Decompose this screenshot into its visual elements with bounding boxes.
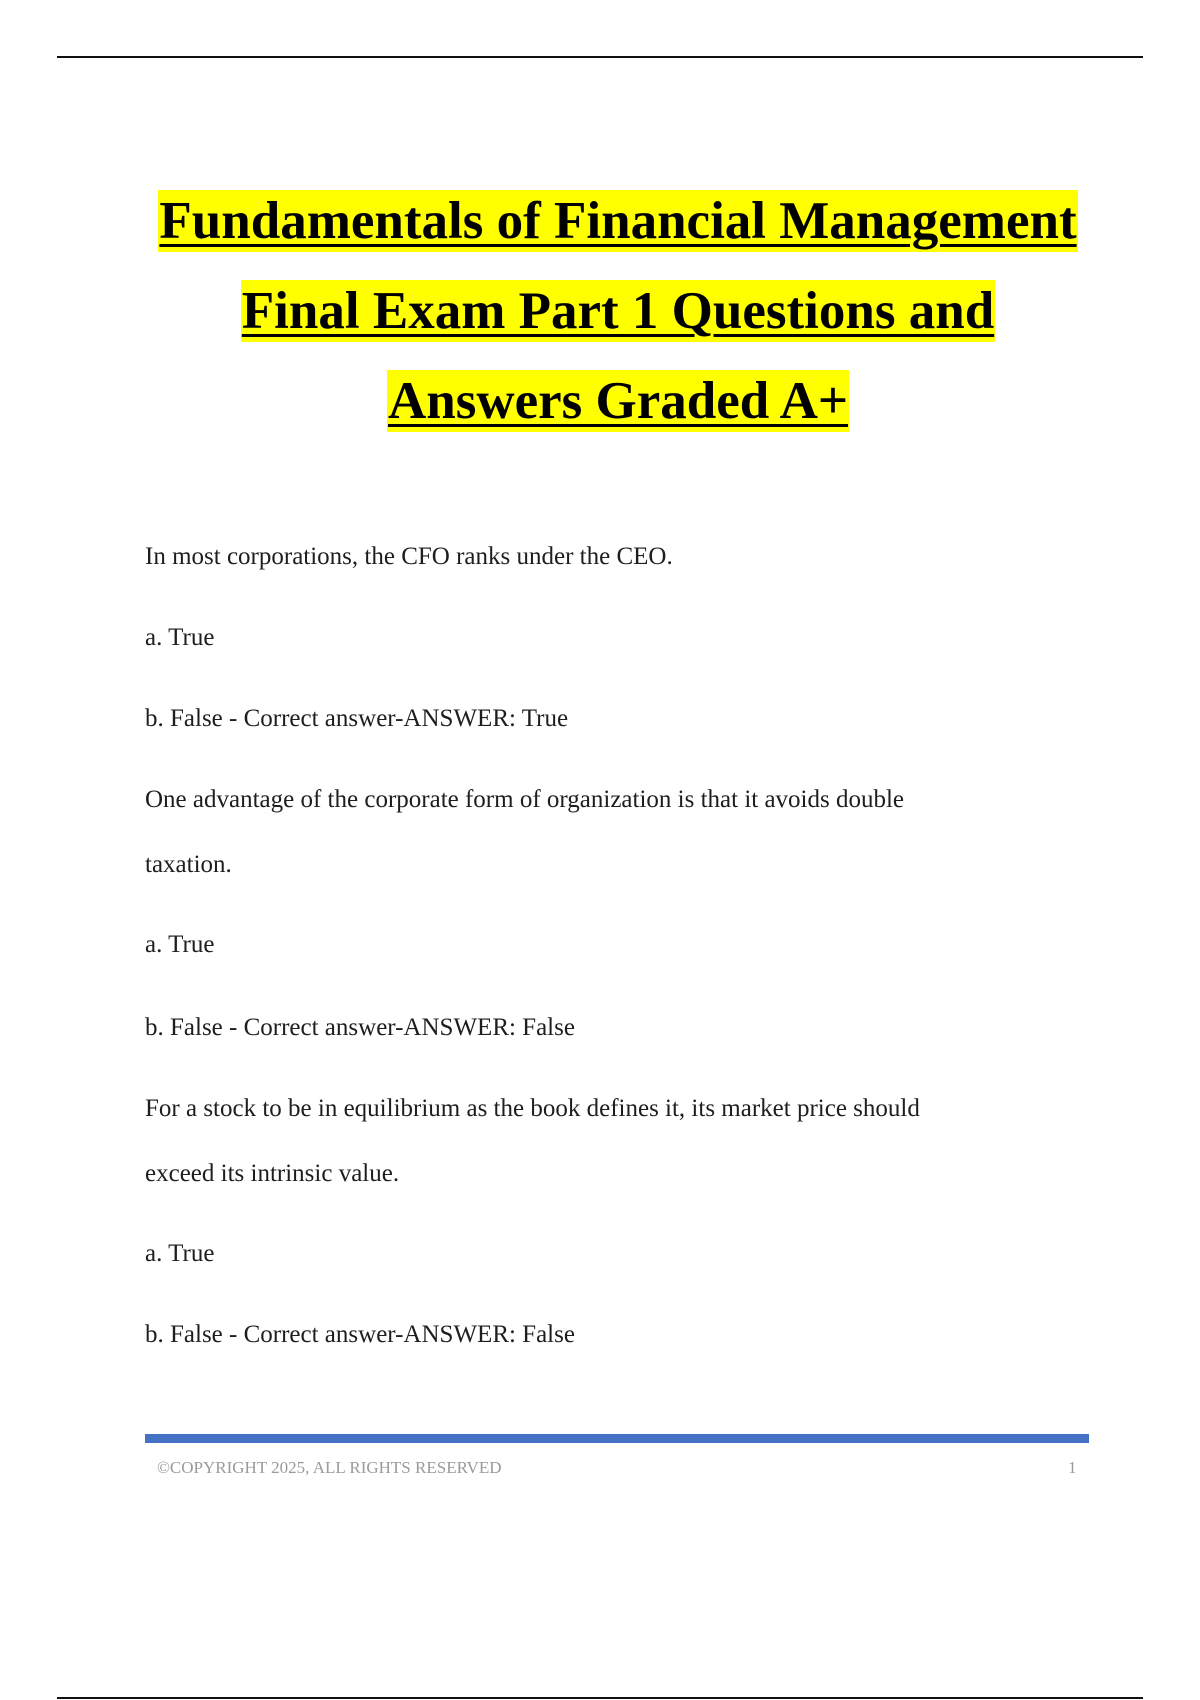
question-1-option-b-answer: b. False - Correct answer-ANSWER: True xyxy=(145,705,569,732)
question-2-text-line-1: One advantage of the corporate form of organization is that it avoids double xyxy=(145,786,905,813)
document-title xyxy=(0,176,1200,446)
title-line-2: Final Exam Part 1 Questions and xyxy=(241,282,995,340)
top-rule xyxy=(57,56,1143,58)
page-number: 1 xyxy=(1068,1458,1077,1477)
question-1-text: In most corporations, the CFO ranks under the CEO. xyxy=(145,543,673,570)
question-2-text-line-2: taxation. xyxy=(145,851,232,878)
question-3-text-line-2: exceed its intrinsic value. xyxy=(145,1160,400,1187)
question-3-option-b-answer: b. False - Correct answer-ANSWER: False xyxy=(145,1321,575,1348)
question-1-option-a: a. True xyxy=(145,624,215,651)
question-3-text-line-1: For a stock to be in equilibrium as the book defines it, its market price should xyxy=(145,1095,920,1122)
question-3-option-a: a. True xyxy=(145,1240,215,1267)
title-line-3: Answers Graded A+ xyxy=(387,372,849,430)
question-2-option-b-answer: b. False - Correct answer-ANSWER: False xyxy=(145,1014,575,1041)
footer-copyright: ©COPYRIGHT 2025, ALL RIGHTS RESERVED xyxy=(157,1458,502,1477)
question-2-option-a: a. True xyxy=(145,931,215,958)
title-line-1: Fundamentals of Financial Management xyxy=(159,192,1077,250)
footer-bar xyxy=(145,1434,1089,1443)
bottom-rule xyxy=(57,1697,1143,1699)
